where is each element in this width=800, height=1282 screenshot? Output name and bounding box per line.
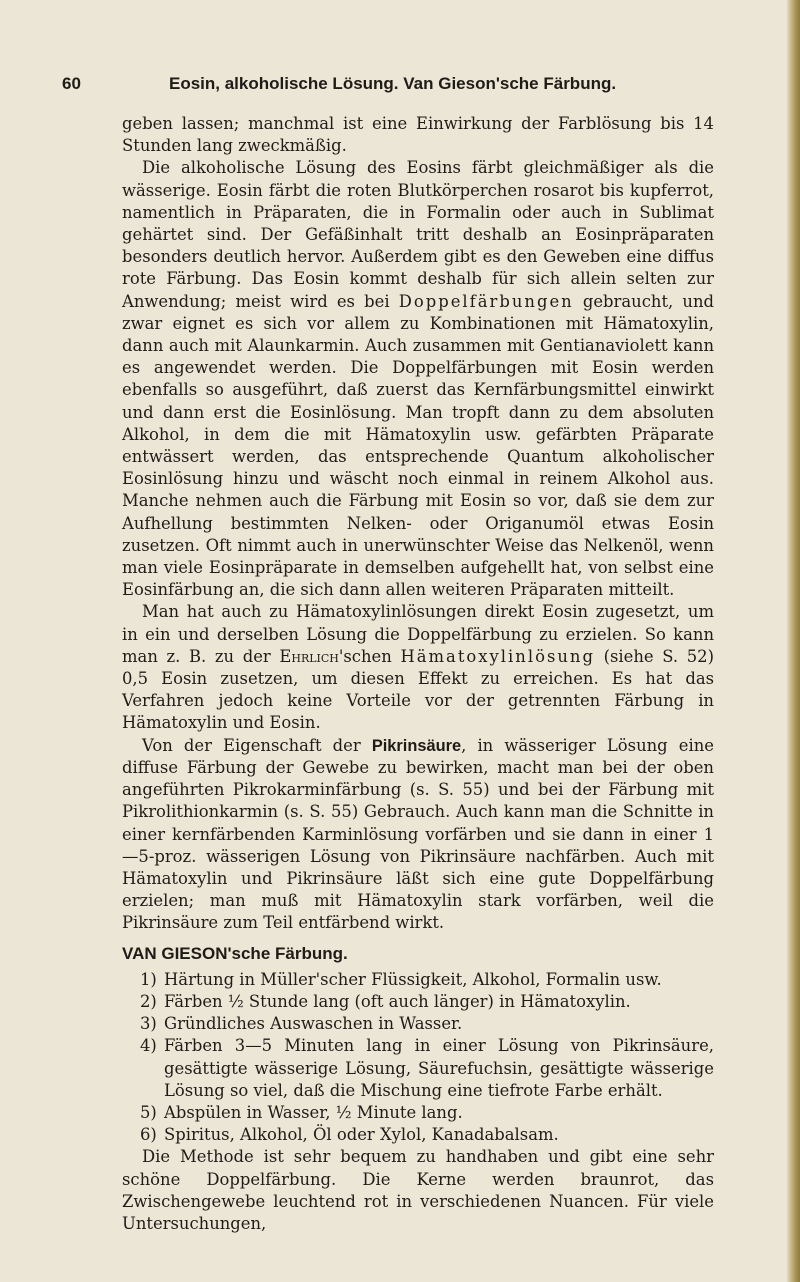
step-text: Färben ½ Stunde lang (oft auch länger) in Hämatoxylin. xyxy=(164,991,631,1011)
text-run: geben lassen; manchmal ist eine Einwirkung der Farblösung bis 14 Stunden lang zweckmäßig. xyxy=(122,114,714,156)
step-number: 4) xyxy=(140,1036,157,1056)
text-run: , in wässeriger Lösung eine diffuse Färbung der Gewebe zu bewirken, macht man bei der oben angeführten Pikrokarminfärbung (s. S. 55) und bei der Färbung mit Pikrolithionkarmin (s. S. 55) Gebrauch. Auch kann man die Schnitte in einer kernfärbenden Karminlösung vorfärben und sie dann in einer 1—5-proz. wässerigen Lösung von Pikrinsäure nachfärben. Auch mit Hämatoxylin und Pikrinsäure läßt sich eine gute Doppelfärbung erzielen; man muß mit Hämatoxylin stark vorfärben, weil die Pikrinsäure zum Teil entfärbend wirkt. xyxy=(122,735,714,933)
page-edge xyxy=(786,0,800,1282)
step-text: Härtung in Müller'scher Flüssigkeit, Alkohol, Formalin usw. xyxy=(164,969,662,989)
step-text: Abspülen in Wasser, ½ Minute lang. xyxy=(164,1102,463,1122)
step-number: 1) xyxy=(140,969,157,989)
steps-list xyxy=(122,969,714,1147)
step-item xyxy=(122,1102,714,1124)
text-run: (siehe S. 52) 0,5 Eosin zusetzen, um diesen Effekt zu erreichen. Es hat das Verfahren jedoch keine Vorteile vor der getrennten Färbung in Hämatoxylin und Eosin. xyxy=(122,646,714,733)
step-item xyxy=(122,969,714,991)
text-run: Von der Eigenschaft der xyxy=(142,735,372,755)
step-item xyxy=(122,1035,714,1102)
paragraph xyxy=(122,735,714,935)
emphasized-text: Pikrinsäure xyxy=(371,736,462,755)
step-item xyxy=(122,1124,714,1146)
step-text: Spiritus, Alkohol, Öl oder Xylol, Kanadabalsam. xyxy=(164,1125,559,1145)
step-text: Gründliches Auswaschen in Wasser. xyxy=(164,1014,463,1034)
paragraphs xyxy=(122,113,714,935)
running-title: Eosin, alkoholische Lösung. Van Gieson'sche Färbung. xyxy=(169,74,617,93)
paragraph xyxy=(122,113,714,157)
emphasized-text: Hämatoxylinlösung xyxy=(400,646,595,666)
step-number: 3) xyxy=(140,1014,157,1034)
section-heading: VAN GIESON'sche Färbung. xyxy=(122,943,348,963)
step-number: 2) xyxy=(140,991,157,1011)
text-run: 'schen xyxy=(338,646,401,666)
step-text: Färben 3—5 Minuten lang in einer Lösung von Pikrinsäure, gesättigte wässerige Lösung, Säurefuchsin, gesättigte wässerige Lösung so viel, daß die Mischung eine tiefrote Farbe erhält. xyxy=(164,1036,714,1100)
closing-paragraph: Die Methode ist sehr bequem zu handhaben und gibt eine sehr schöne Doppelfärbung. Die Kerne werden braunrot, das Zwischengewebe leuchtend rot in verschiedenen Nuancen. Für viele Untersuchungen, xyxy=(122,1147,714,1233)
emphasized-text: Doppelfärbungen xyxy=(398,291,574,311)
paragraph xyxy=(122,601,714,734)
running-header xyxy=(62,74,734,100)
step-number: 5) xyxy=(140,1102,157,1122)
text-run: gebraucht, und zwar eignet es sich vor allem zu Kombinationen mit Hämatoxylin, dann auch mit Alaunkarmin. Auch zusammen mit Gentianaviolett kann es angewendet werden. Die Doppelfärbungen mit Eosin werden ebenfalls so ausgeführt, daß zuerst das Kernfärbungsmittel einwirkt und dann erst die Eosinlösung. Man tropft dann zu dem absoluten Alkohol, in dem die mit Hämatoxylin usw. gefärbten Präparate entwässert werden, das entsprechende Quantum alkoholischer Eosinlösung hinzu und wäscht noch einmal in reinem Alkohol aus. Manche nehmen auch die Färbung mit Eosin so vor, daß sie dem zur Aufhellung bestimmten Nelken- oder Origanumöl etwas Eosin zusetzen. Oft nimmt auch in unerwünschter Weise das Nelkenöl, wenn man viele Eosinpräparate in demselben aufgehellt hat, von selbst eine Eosinfärbung an, die sich dann allen weiteren Präparaten mitteilt. xyxy=(122,291,715,600)
step-item xyxy=(122,1013,714,1035)
emphasized-text: Ehrlich xyxy=(279,646,339,666)
text-run: Die alkoholische Lösung des Eosins färbt gleichmäßiger als die wässerige. Eosin färbt die roten Blutkörperchen rosarot bis kupferrot, namentlich in Präparaten, die in Formalin oder auch in Sublimat gehärtet sind. Der Gefäßinhalt tritt deshalb an Eosinpräparaten besonders deutlich hervor. Außerdem gibt es den Geweben eine diffus rote Färbung. Das Eosin kommt deshalb für sich allein selten zur Anwendung; meist wird es bei xyxy=(122,158,714,311)
step-item xyxy=(122,991,714,1013)
paragraph xyxy=(122,157,714,601)
text-run: Man hat auch zu Hämatoxylinlösungen direkt Eosin zugesetzt, um in ein und derselben Lösung die Doppelfärbung zu erzielen. So kann man z. B. zu der xyxy=(122,602,714,666)
step-number: 6) xyxy=(140,1125,157,1145)
page-number: 60 xyxy=(62,74,81,93)
body-text xyxy=(122,113,714,1235)
